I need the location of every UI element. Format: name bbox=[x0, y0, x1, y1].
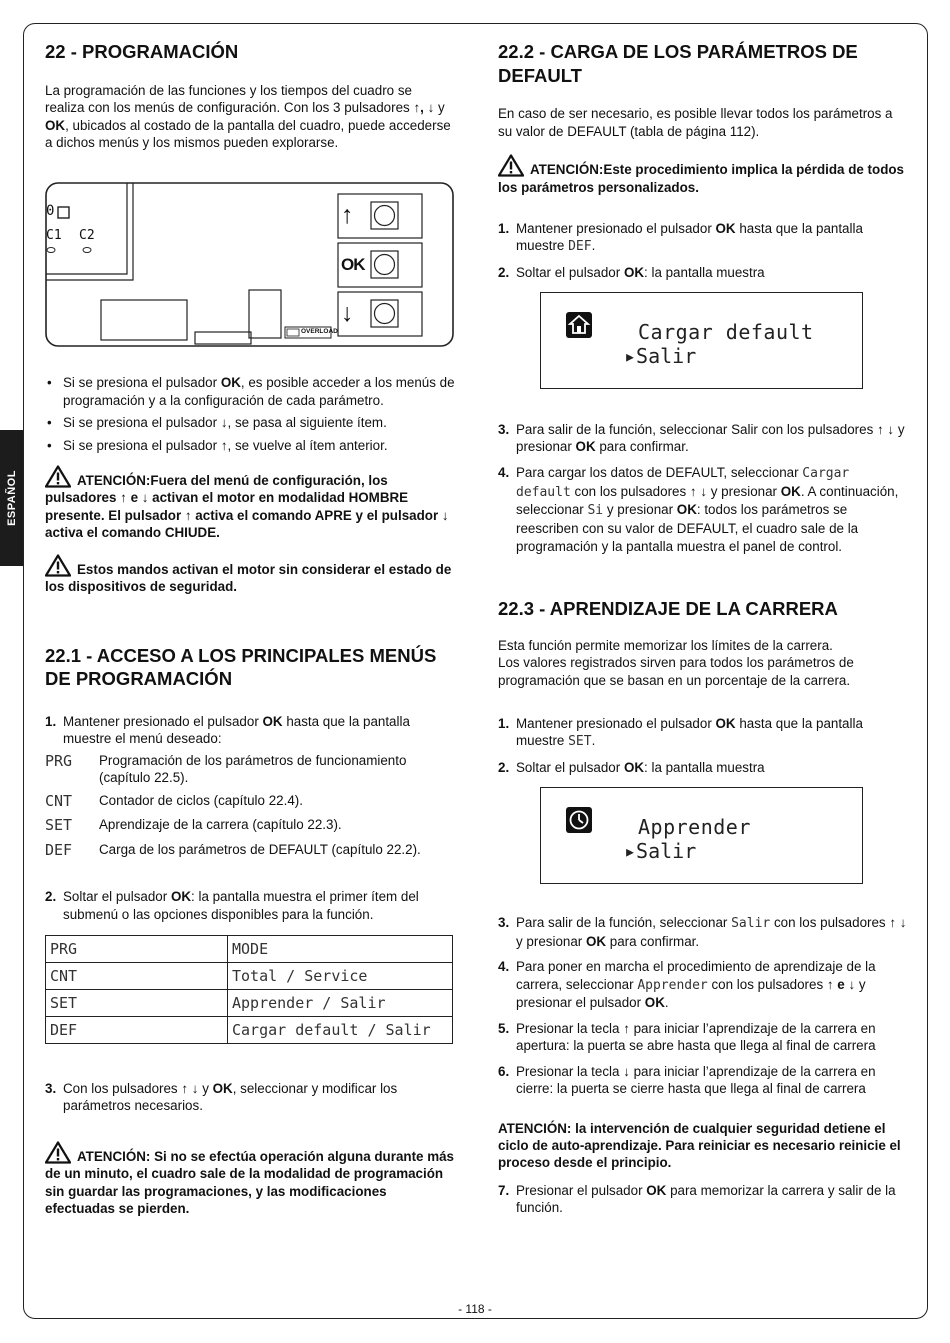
list-item: 2. Soltar el pulsador OK: la pantalla muestra bbox=[498, 265, 765, 281]
list-item: 1. Mantener presionado el pulsador OK hasta que la pantalla muestre el menú deseado: bbox=[45, 713, 410, 747]
learning-steps-end bbox=[498, 1182, 908, 1217]
list-item: 3. Para salir de la función, seleccionar Salir con los pulsadores ↑ ↓ y presionar OK para confirmar. bbox=[498, 914, 907, 949]
menu-access-steps bbox=[45, 713, 455, 748]
lcd-display-default bbox=[540, 292, 863, 389]
control-board-diagram bbox=[45, 182, 455, 348]
learning-intro-2: Los valores registrados sirven para todos los parámetros de programación que se basan en un porcentaje de la carrera. bbox=[498, 655, 854, 688]
terminal-c2-label: C2 bbox=[79, 228, 95, 244]
default-steps bbox=[498, 220, 908, 282]
list-item: 2. Soltar el pulsador OK: la pantalla muestra bbox=[498, 760, 765, 776]
list-item: 1. Mantener presionado el pulsador OK hasta que la pantalla muestre DEF. bbox=[498, 221, 863, 255]
table-row: PRG MODE bbox=[46, 935, 453, 962]
list-item: SET Aprendizaje de la carrera (capítulo 22.3). bbox=[45, 816, 342, 835]
list-item: 3. Para salir de la función, seleccionar Salir con los pulsadores ↑ ↓ y presionar OK para confirmar. bbox=[498, 421, 905, 455]
list-item: DEF Carga de los parámetros de DEFAULT (capítulo 22.2). bbox=[45, 840, 421, 859]
lcd-line-2: ▸Salir bbox=[624, 838, 697, 863]
list-item: CNT Contador de ciclos (capítulo 22.4). bbox=[45, 791, 303, 810]
up-arrow-key-label: ↑ bbox=[341, 201, 354, 230]
overload-label: OVERLOAD bbox=[301, 328, 338, 336]
list-item: 1. Mantener presionado el pulsador OK hasta que la pantalla muestre SET. bbox=[498, 716, 863, 750]
list-item: 4. Para cargar los datos de DEFAULT, seleccionar Cargar default con los pulsadores ↑ ↓ y presionar OK. A continuación, seleccionar Si y presionar OK: todos los parámetros se reescriben con su valor de DEFAULT, el cuadro sale de la programación y la pantalla muestra el panel de control. bbox=[498, 464, 899, 554]
lcd-display-learning bbox=[540, 787, 863, 884]
warning-man-present: ATENCIÓN:Fuera del menú de configuración, los pulsadores ↑ e ↓ activan el motor en modalidad HOMBRE presente. El pulsador ↑ activa el comando APRE y el pulsador ↓ activa el comando CHIUDE. bbox=[45, 465, 455, 542]
warning-safety-devices: Estos mandos activan el motor sin considerar el estado de los dispositivos de seguridad. bbox=[45, 554, 455, 596]
main-menus-list bbox=[45, 752, 455, 860]
warning-triangle-icon bbox=[45, 1141, 71, 1164]
table-row: CNT Total / Service bbox=[46, 962, 453, 989]
section-22-1-title: 22.1 - ACCESO A LOS PRINCIPALES MENÚS DE PROGRAMACIÓN bbox=[45, 644, 437, 690]
menu-access-steps-cont bbox=[45, 888, 455, 923]
warning-default-loss: ATENCIÓN:Este procedimiento implica la pérdida de todos los parámetros personalizados. bbox=[498, 154, 908, 196]
page-number: - 118 - bbox=[458, 1302, 492, 1316]
list-item: 6. Presionar la tecla ↓ para iniciar l’aprendizaje de la carrera en cierre: la puerta se cierre hasta que llega al final de carrera bbox=[498, 1063, 876, 1097]
list-item: • Si se presiona el pulsador OK, es posible acceder a los menús de programación y a la configuración de cada parámetro. bbox=[45, 374, 455, 409]
warning-triangle-icon bbox=[45, 554, 71, 577]
learning-clock-icon bbox=[565, 806, 593, 834]
warning-timeout: ATENCIÓN: Si no se efectúa operación alguna durante más de un minuto, el cuadro sale de la modalidad de programación sin guardar las programaciones, y las modificaciones efectuadas se pierden. bbox=[45, 1141, 455, 1218]
ok-key-label: OK bbox=[341, 255, 365, 275]
learning-steps bbox=[498, 715, 908, 777]
board-display-digits: 0 bbox=[46, 203, 55, 220]
terminal-c1-label: C1 bbox=[46, 228, 62, 244]
lcd-line-1: Apprender bbox=[638, 814, 751, 839]
section-22-title: 22 - PROGRAMACIÓN bbox=[45, 41, 239, 62]
left-column bbox=[45, 40, 455, 1217]
learning-intro-1: Esta función permite memorizar los límites de la carrera. bbox=[498, 637, 833, 653]
language-tab: ESPAÑOL bbox=[0, 430, 23, 566]
default-steps-cont bbox=[498, 421, 908, 555]
list-item: 2. Soltar el pulsador OK: la pantalla muestra el primer ítem del submenú o las opciones disponibles para la función. bbox=[45, 889, 419, 922]
board-drawing bbox=[45, 182, 455, 348]
list-item: PRG Programación de los parámetros de funcionamiento (capítulo 22.5). bbox=[45, 751, 407, 786]
section-22-2-title: 22.2 - CARGA DE LOS PARÁMETROS DE DEFAULT bbox=[498, 41, 858, 86]
default-intro: En caso de ser necesario, es posible llevar todos los parámetros a su valor de DEFAULT (tabla de página 112). bbox=[498, 106, 893, 139]
learning-steps-cont bbox=[498, 914, 908, 1098]
right-column bbox=[498, 40, 908, 1225]
warning-triangle-icon bbox=[45, 465, 71, 488]
list-item: 3. Con los pulsadores ↑ ↓ y OK, seleccionar y modificar los parámetros necesarios. bbox=[45, 1080, 398, 1114]
list-item: 7. Presionar el pulsador OK para memorizar la carrera y salir de la función. bbox=[498, 1182, 896, 1216]
list-item: • Si se presiona el pulsador ↓, se pasa al siguiente ítem. bbox=[45, 414, 455, 431]
list-item: 4. Para poner en marcha el procedimiento de aprendizaje de la carrera, seleccionar Apprender con los pulsadores ↑ e ↓ y presionar el pulsador OK. bbox=[498, 959, 876, 1011]
menu-access-steps-end bbox=[45, 1080, 455, 1115]
lcd-line-1: Cargar default bbox=[638, 319, 814, 344]
warning-triangle-icon bbox=[498, 154, 524, 177]
down-arrow-key-label: ↓ bbox=[341, 299, 354, 328]
intro-paragraph: La programación de las funciones y los tiempos del cuadro se realiza con los menús de configuración. Con los 3 pulsadores ↑, ↓ y OK, ubicados al costado de la pantalla del cuadro, puede accederse a dichos menús y los mismos pueden explorarse. bbox=[45, 82, 451, 150]
list-item: • Si se presiona el pulsador ↑, se vuelve al ítem anterior. bbox=[45, 437, 455, 454]
warning-learning-interrupt: ATENCIÓN: la intervención de cualquier seguridad detiene el ciclo de auto-aprendizaje. Para reiniciar es necesario reinicie el proceso desde el principio. bbox=[498, 1120, 901, 1171]
submenu-table bbox=[45, 935, 453, 1044]
table-row: DEF Cargar default / Salir bbox=[46, 1016, 453, 1043]
lcd-line-2: ▸Salir bbox=[624, 343, 697, 368]
section-22-3-title: 22.3 - APRENDIZAJE DE LA CARRERA bbox=[498, 598, 838, 620]
table-row: SET Apprender / Salir bbox=[46, 989, 453, 1016]
list-item: 5. Presionar la tecla ↑ para iniciar l’aprendizaje de la carrera en apertura: la puerta se abre hasta que llega al final de carrera bbox=[498, 1020, 876, 1054]
key-functions-list bbox=[45, 374, 455, 454]
home-reset-icon bbox=[565, 311, 593, 339]
